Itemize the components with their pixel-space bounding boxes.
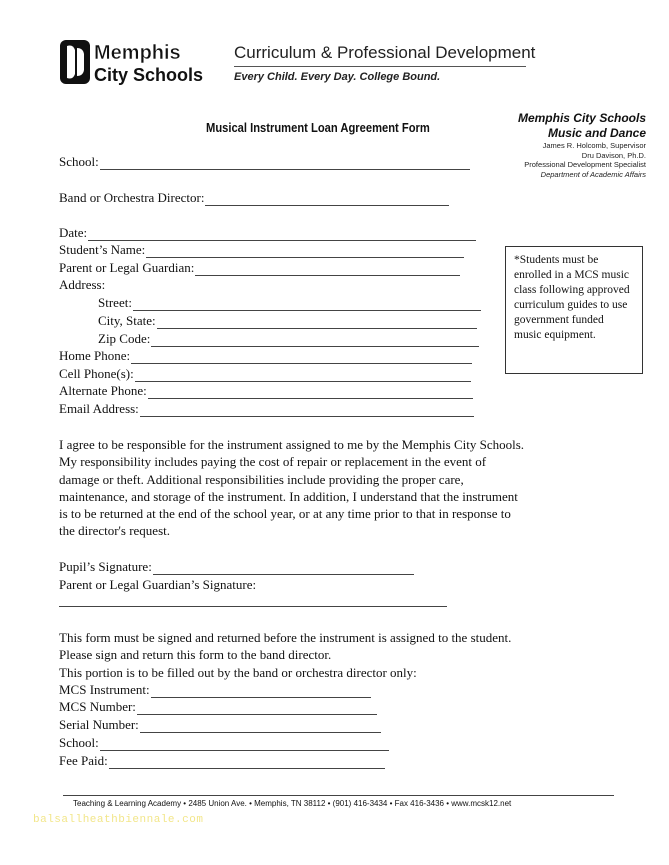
logo-line2: City Schools	[94, 65, 204, 85]
agreement-line: My responsibility includes paying the cost of repair or replacement in the event of	[59, 454, 487, 470]
department-title: Curriculum & Professional Development	[234, 43, 536, 62]
instruction-line: This portion is to be filled out by the band or orchestra director only:	[59, 665, 417, 680]
fee-paid-field[interactable]	[59, 753, 385, 769]
fee-paid-label: Fee Paid:	[59, 753, 108, 768]
city-state-input-line[interactable]	[157, 316, 477, 329]
form-title: Musical Instrument Loan Agreement Form	[206, 120, 430, 135]
agreement-line: I agree to be responsible for the instrument assigned to me by the Memphis City Schools.	[59, 437, 525, 452]
agreement-line: is to be returned at the end of the school year, or at any time prior to that in response to	[59, 506, 511, 522]
student-name-field[interactable]	[59, 242, 464, 258]
footer-contact: Teaching & Learning Academy • 2485 Union Ave. • Memphis, TN 38112 • (901) 416-3434 • Fax 416-3436 • www.mcsk12.net	[73, 799, 512, 808]
home-phone-label: Home Phone:	[59, 348, 131, 363]
serial-number-line[interactable]	[140, 720, 381, 733]
student-name-input-line[interactable]	[146, 245, 464, 258]
guardian-field[interactable]	[59, 260, 460, 276]
director-school-line[interactable]	[100, 738, 389, 751]
watermark: balsallheathbiennale.com	[33, 814, 204, 826]
city-state-label: City, State:	[98, 313, 156, 328]
mcs-instrument-line[interactable]	[151, 685, 371, 698]
date-input-line[interactable]	[88, 228, 476, 241]
serial-number-label: Serial Number:	[59, 717, 139, 732]
street-label: Street:	[98, 295, 132, 310]
student-name-label: Student’s Name:	[59, 242, 146, 257]
mcs-instrument-label: MCS Instrument:	[59, 682, 150, 697]
agreement-line: damage or theft. Additional responsibilities include providing the proper care,	[59, 471, 464, 487]
mcs-number-label: MCS Number:	[59, 699, 136, 714]
zip-label: Zip Code:	[98, 331, 151, 346]
serial-number-field[interactable]	[59, 717, 381, 733]
director-field[interactable]	[59, 190, 449, 206]
alt-phone-label: Alternate Phone:	[59, 383, 147, 398]
director-school-label: School:	[59, 735, 99, 750]
email-input-line[interactable]	[140, 404, 474, 417]
pupil-signature-field[interactable]	[59, 559, 414, 575]
cell-phone-label: Cell Phone(s):	[59, 366, 134, 381]
home-phone-field[interactable]	[59, 348, 472, 364]
email-field[interactable]	[59, 401, 474, 417]
zip-input-line[interactable]	[151, 334, 479, 347]
mcs-number-field[interactable]	[59, 699, 377, 715]
org-subname: Music and Dance	[547, 126, 646, 140]
footer-divider	[63, 795, 614, 796]
street-field[interactable]	[98, 295, 481, 311]
org-staff-3: Professional Development Specialist	[524, 160, 646, 169]
org-staff-1: James R. Holcomb, Supervisor	[542, 141, 646, 150]
org-name: Memphis City Schools	[517, 111, 646, 125]
director-label: Band or Orchestra Director:	[59, 190, 205, 205]
alt-phone-field[interactable]	[59, 383, 473, 399]
eligibility-note: *Students must be enrolled in a MCS music class following approved curriculum guides to use government funded music equipment.	[505, 246, 643, 374]
date-label: Date:	[59, 225, 88, 240]
instruction-line: Please sign and return this form to the band director.	[59, 647, 332, 662]
logo-line1: Memphis	[94, 42, 181, 64]
cell-phone-input-line[interactable]	[135, 369, 471, 382]
guardian-signature-line[interactable]	[59, 606, 447, 607]
guardian-input-line[interactable]	[195, 263, 460, 276]
date-field[interactable]	[59, 225, 476, 241]
agreement-paragraph	[59, 436, 619, 540]
mcs-number-line[interactable]	[137, 702, 377, 715]
org-staff-4: Department of Academic Affairs	[540, 169, 646, 179]
mcs-instrument-field[interactable]	[59, 682, 371, 698]
school-input-line[interactable]	[100, 157, 470, 170]
pupil-signature-label: Pupil’s Signature:	[59, 559, 152, 574]
guardian-signature-label: Parent or Legal Guardian’s Signature:	[59, 577, 257, 592]
pupil-signature-line[interactable]	[153, 562, 414, 575]
fee-paid-line[interactable]	[109, 756, 385, 769]
guardian-label: Parent or Legal Guardian:	[59, 260, 195, 275]
cell-phone-field[interactable]	[59, 366, 471, 382]
email-label: Email Address:	[59, 401, 139, 416]
school-label: School:	[59, 154, 99, 169]
address-heading	[59, 277, 105, 293]
alt-phone-input-line[interactable]	[148, 386, 473, 399]
zip-field[interactable]	[98, 331, 479, 347]
address-label: Address:	[59, 277, 106, 292]
memphis-city-schools-logo	[58, 38, 214, 86]
school-field[interactable]	[59, 154, 470, 170]
street-input-line[interactable]	[133, 298, 481, 311]
agreement-line: maintenance, and storage of the instrument. In addition, I understand that the instrument	[59, 488, 518, 504]
director-input-line[interactable]	[205, 193, 449, 206]
city-state-field[interactable]	[98, 313, 477, 329]
agreement-line: the director's request.	[59, 523, 170, 539]
tagline: Every Child. Every Day. College Bound.	[234, 71, 441, 83]
org-staff-2: Dru Davison, Ph.D.	[581, 150, 646, 160]
home-phone-input-line[interactable]	[131, 351, 472, 364]
org-block	[518, 111, 646, 179]
director-school-field[interactable]	[59, 735, 389, 751]
instruction-line: This form must be signed and returned before the instrument is assigned to the student.	[59, 630, 512, 645]
header-divider	[234, 66, 526, 67]
